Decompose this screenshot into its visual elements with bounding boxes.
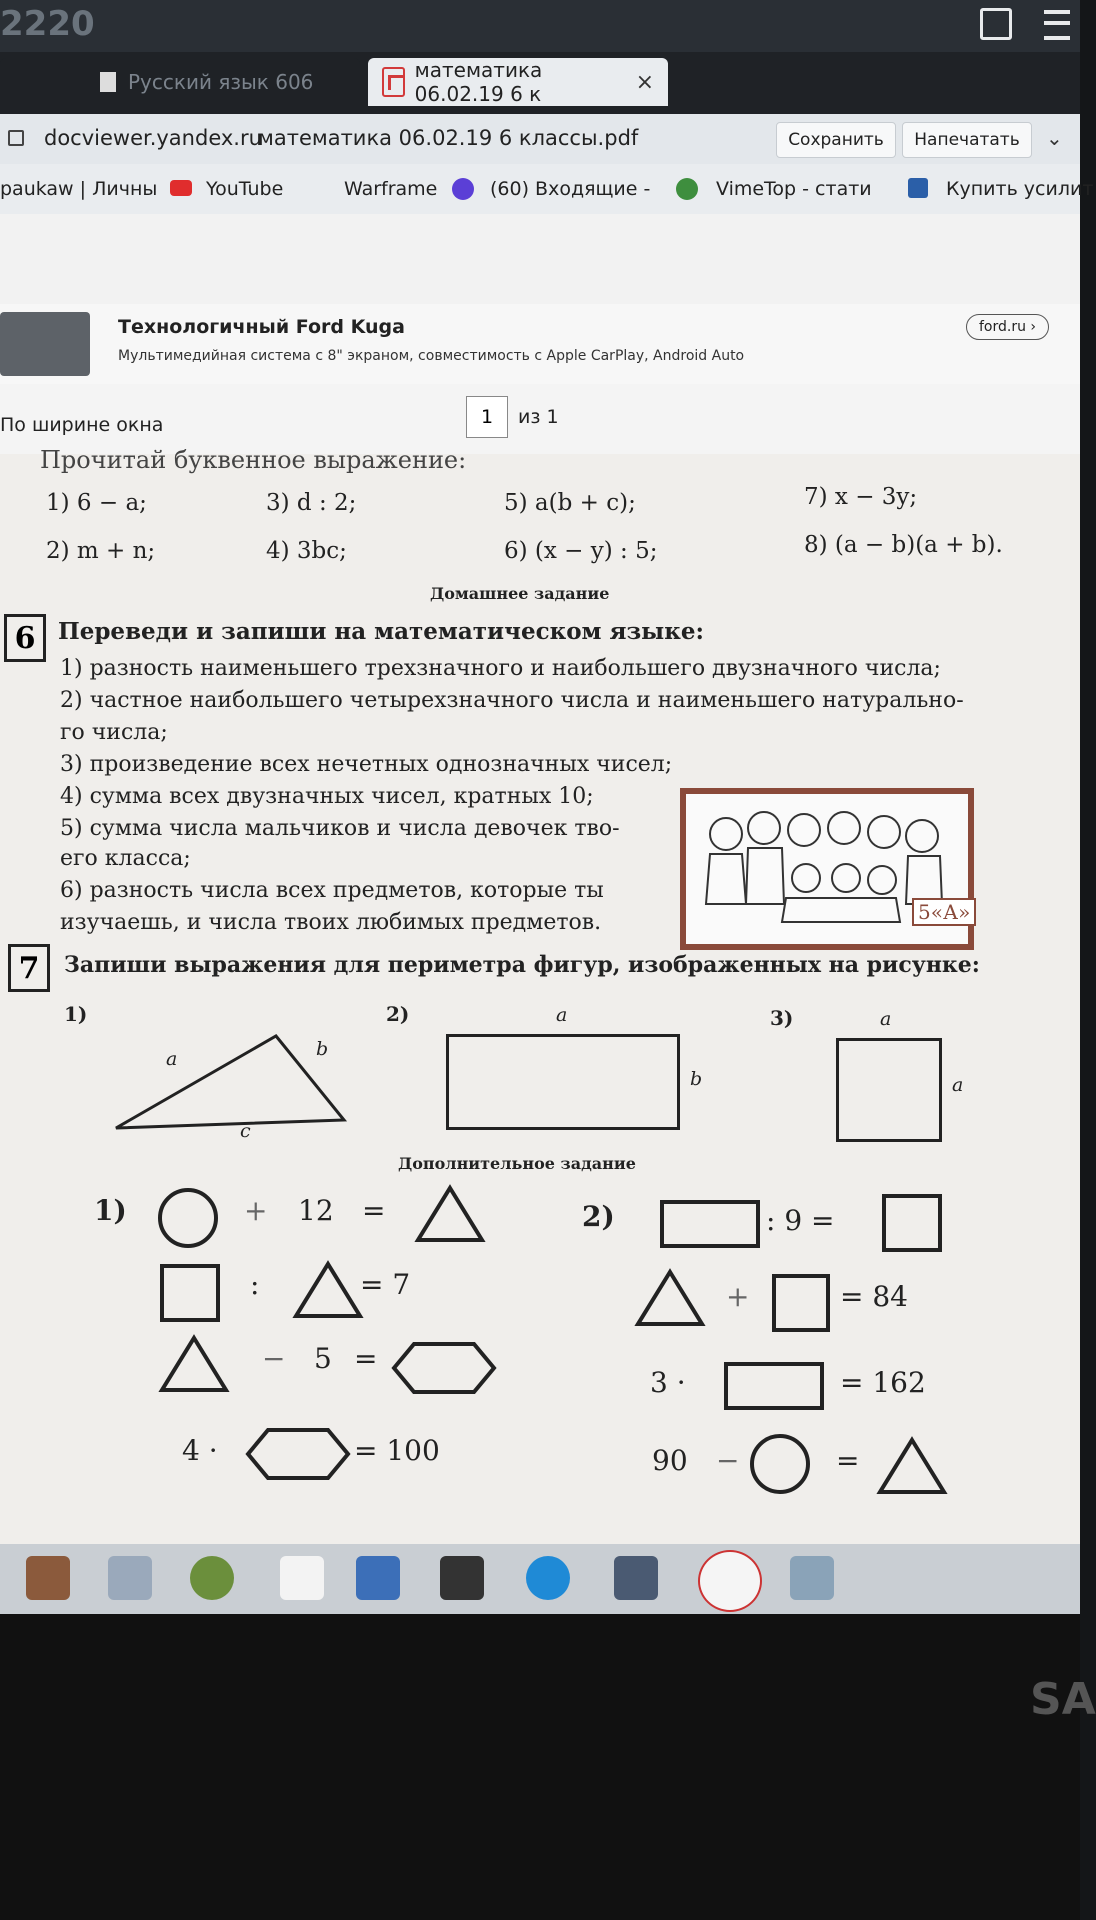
side-label: c <box>240 1120 251 1142</box>
bookmark-vimetop[interactable]: VimeTop - стати <box>716 178 872 200</box>
figure-label: 2) <box>386 1002 410 1026</box>
task6-item: 2) частное наибольшего четырехзначного числа и наименьшего натурально- <box>60 688 964 713</box>
figure-label: 3) <box>770 1006 794 1030</box>
bookmark-shop[interactable]: Купить усилит <box>946 178 1094 200</box>
fit-width-select[interactable]: По ширине окна <box>0 414 164 436</box>
task6-item: 6) разность числа всех предметов, которые ты <box>60 878 604 903</box>
bookmarks-bar <box>0 164 1094 215</box>
window-top-bar <box>0 0 1080 52</box>
triangle-figure <box>100 1014 360 1154</box>
mail-icon <box>452 178 474 200</box>
bookmark-warframe[interactable]: Warframe <box>344 178 438 200</box>
triangle-shape <box>292 1258 364 1322</box>
vk-icon[interactable] <box>356 1556 400 1600</box>
close-tab-icon[interactable]: × <box>635 69 654 95</box>
page-number-input[interactable]: 1 <box>466 396 508 438</box>
result: = 84 <box>840 1280 908 1313</box>
rectangle-figure <box>446 1034 680 1130</box>
file-icon[interactable] <box>280 1556 324 1600</box>
save-button[interactable]: Сохранить <box>776 122 896 158</box>
puzzle-number: 2) <box>582 1200 615 1233</box>
task-number-box: 7 <box>8 944 50 992</box>
ad-link-button[interactable]: ford.ru › <box>966 314 1049 340</box>
task6-item: изучаешь, и числа твоих любимых предметов. <box>60 910 602 935</box>
tab-inactive-label: Русский язык 606 <box>128 70 314 94</box>
triangle-shape <box>876 1434 948 1498</box>
expression: 3) d : 2; <box>266 490 357 516</box>
downloads-icon[interactable] <box>980 8 1012 40</box>
task6-item: его класса; <box>60 846 191 871</box>
operator: − <box>716 1444 740 1477</box>
tab-inactive[interactable] <box>0 58 360 106</box>
expression: 6) (x − y) : 5; <box>504 538 658 564</box>
bookmark-item[interactable]: paukaw | Личны <box>0 178 158 200</box>
task6-item: го числа; <box>60 720 168 745</box>
hexagon-shape <box>244 1424 352 1484</box>
operator: + <box>244 1194 268 1227</box>
viewer-header <box>0 214 1080 304</box>
operator: + <box>726 1280 750 1313</box>
app-icon[interactable] <box>190 1556 234 1600</box>
number: 12 <box>298 1194 334 1227</box>
expression: 8) (a − b)(a + b). <box>804 532 1003 558</box>
puzzle-number: 1) <box>94 1194 127 1227</box>
operator: = <box>362 1194 386 1227</box>
side-label: a <box>880 1008 892 1030</box>
yandex-browser-icon[interactable] <box>698 1550 762 1612</box>
network-icon[interactable] <box>108 1556 152 1600</box>
ad-title[interactable]: Технологичный Ford Kuga <box>118 316 405 338</box>
tab-active-label: математика 06.02.19 6 к <box>414 58 543 106</box>
document-page <box>0 446 1080 1544</box>
viewer-toolbar <box>0 384 1080 455</box>
chevron-down-icon[interactable]: ⌄ <box>1046 126 1063 150</box>
expression: 5) a(b + c); <box>504 490 636 516</box>
address-bar[interactable] <box>0 114 1080 164</box>
app-icon[interactable] <box>26 1556 70 1600</box>
task7-title: Запиши выражения для периметра фигур, изображенных на рисунке: <box>64 952 980 978</box>
lock-icon <box>8 130 24 146</box>
app-icon[interactable] <box>790 1556 834 1600</box>
expression: 7) x − 3y; <box>804 484 918 510</box>
top-fragment-text: 2220 <box>0 4 95 44</box>
print-button[interactable]: Напечатать <box>902 122 1032 158</box>
number: 5 <box>314 1342 332 1375</box>
square-shape <box>772 1274 830 1332</box>
monitor-brand: SA <box>1030 1674 1096 1725</box>
task6-item: 4) сумма всех двузначных чисел, кратных 10; <box>60 784 594 809</box>
expression: : 9 = <box>766 1204 835 1237</box>
monitor-bezel <box>0 1614 1096 1920</box>
side-label: b <box>690 1068 703 1090</box>
menu-icon[interactable] <box>1044 10 1070 40</box>
operator: = <box>836 1444 860 1477</box>
ad-banner[interactable] <box>0 304 1080 385</box>
page-total-label: из 1 <box>518 406 559 428</box>
classroom-illustration <box>680 788 974 950</box>
vimetop-icon <box>676 178 698 200</box>
bookmark-youtube[interactable]: YouTube <box>206 178 284 200</box>
number: 90 <box>652 1444 688 1477</box>
expression: 1) 6 − a; <box>46 490 147 516</box>
circle-shape <box>158 1188 218 1248</box>
square-shape <box>882 1194 942 1252</box>
app-icon[interactable] <box>614 1556 658 1600</box>
tab-active[interactable] <box>368 58 668 106</box>
task6-item: 1) разность наименьшего трехзначного и наибольшего двузначного числа; <box>60 656 941 681</box>
game-icon[interactable] <box>440 1556 484 1600</box>
triangle-shape <box>158 1332 230 1396</box>
youtube-icon <box>170 180 192 196</box>
store-icon <box>908 178 928 198</box>
square-shape <box>160 1264 220 1322</box>
square-figure <box>836 1038 942 1142</box>
operator: : <box>250 1268 260 1301</box>
task-number-box: 6 <box>4 614 46 662</box>
task6-title: Переведи и запиши на математическом языке: <box>58 618 704 645</box>
taskbar <box>0 1544 1080 1614</box>
url-text[interactable]: docviewer.yandex.ru <box>44 126 262 150</box>
triangle-shape <box>414 1182 486 1246</box>
task6-item: 3) произведение всех нечетных однозначных чисел; <box>60 752 673 777</box>
expression: 2) m + n; <box>46 538 156 564</box>
figure-label: 1) <box>64 1002 88 1026</box>
homework-label: Домашнее задание <box>430 584 610 603</box>
car-image <box>0 312 90 376</box>
triangle-shape <box>634 1266 706 1330</box>
cut-heading: Прочитай буквенное выражение: <box>40 446 467 474</box>
bookmark-inbox[interactable]: (60) Входящие - <box>490 178 651 200</box>
result: = 7 <box>360 1268 411 1301</box>
tab-strip <box>0 52 1080 114</box>
page-title-text: математика 06.02.19 6 классы.pdf <box>258 126 639 150</box>
operator: 4 · <box>182 1434 218 1467</box>
ad-subtitle: Мультимедийная система с 8" экраном, совместимость с Apple CarPlay, Android Auto <box>118 348 745 364</box>
operator: 3 · <box>650 1366 686 1399</box>
hexagon-shape <box>390 1338 498 1398</box>
result: = 100 <box>354 1434 440 1467</box>
class-sign: 5«А» <box>912 898 976 926</box>
circle-shape <box>750 1434 810 1494</box>
rectangle-shape <box>660 1200 760 1248</box>
result: = 162 <box>840 1366 926 1399</box>
side-label: b <box>316 1038 329 1060</box>
side-label: a <box>952 1074 964 1096</box>
side-label: a <box>166 1048 178 1070</box>
operator: − <box>262 1342 286 1375</box>
extra-task-label: Дополнительное задание <box>398 1154 636 1173</box>
operator: = <box>354 1342 378 1375</box>
skype-icon[interactable] <box>526 1556 570 1600</box>
pdf-icon <box>382 67 405 97</box>
expression: 4) 3bc; <box>266 538 347 564</box>
side-label: a <box>556 1004 568 1026</box>
task6-item: 5) сумма числа мальчиков и числа девочек тво- <box>60 816 620 841</box>
doc-icon <box>100 72 116 92</box>
rectangle-shape <box>724 1362 824 1410</box>
